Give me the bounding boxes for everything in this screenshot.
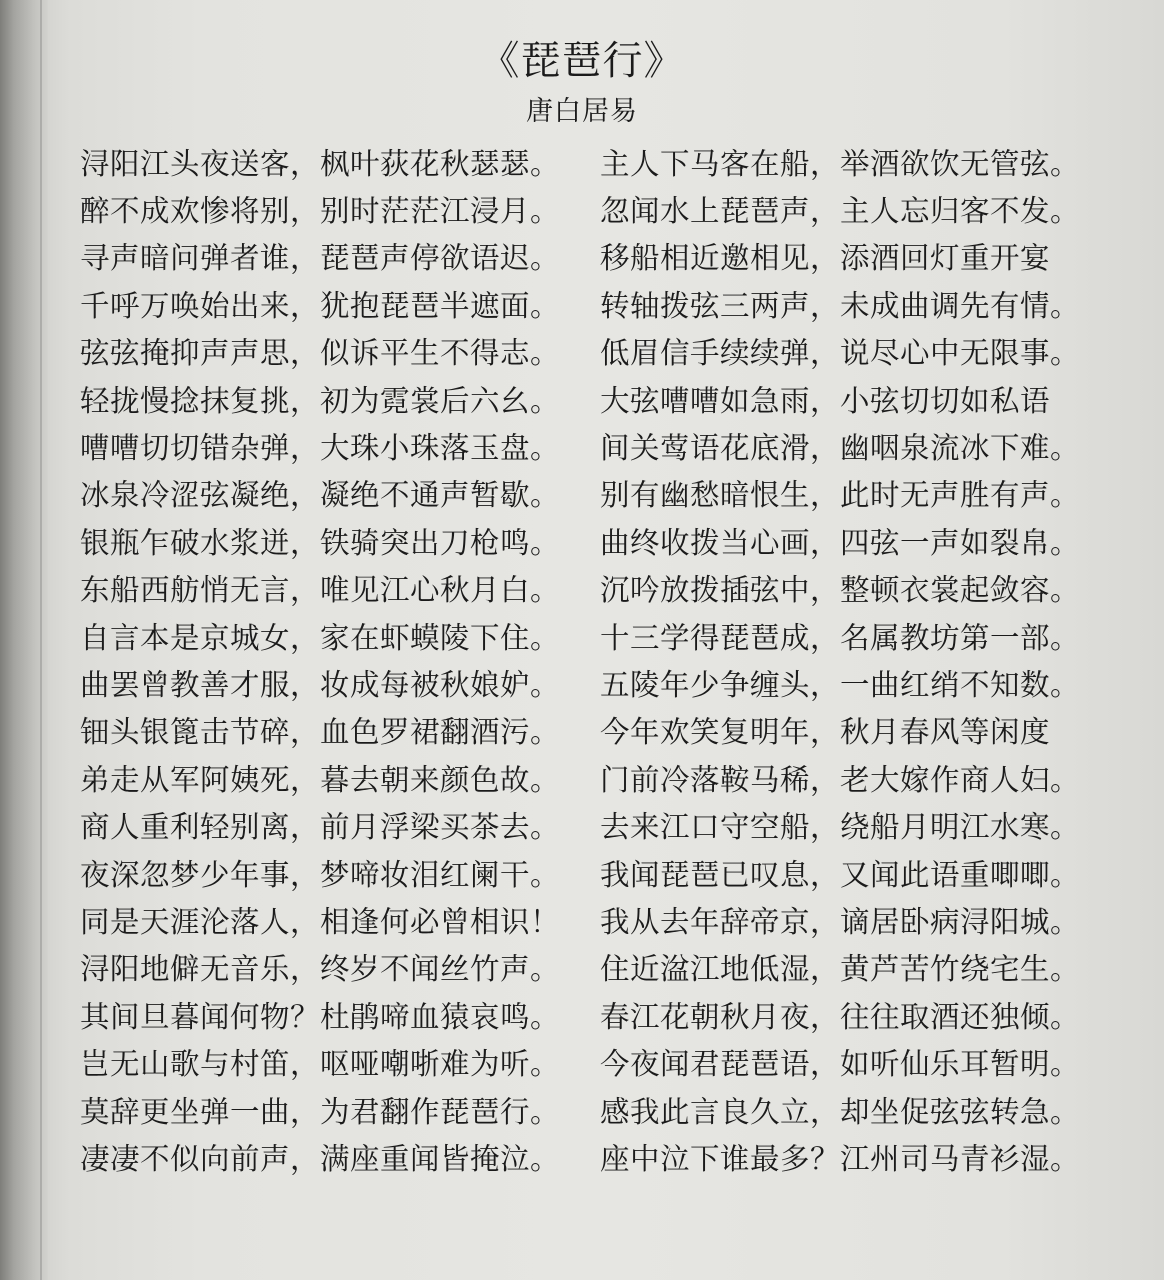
poem-line [80,944,1130,991]
poem-line-first-half: 轻拢慢捻抹复挑，初为霓裳后六幺。 [80,383,561,418]
poem-line-second-half: 我从去年辞帝京，谪居卧病浔阳城。 [600,904,1081,939]
poem-line-second-half: 今年欢笑复明年，秋月春风等闲度 [600,715,1051,750]
poem-line [80,138,1130,185]
poem-line-first-half: 嘈嘈切切错杂弹，大珠小珠落玉盘。 [80,431,561,466]
poem-line [80,896,1130,943]
poem-line-first-half: 自言本是京城女，家在虾蟆陵下住。 [80,620,561,655]
poem-line-second-half: 五陵年少争缠头，一曲红绡不知数。 [600,667,1081,702]
poem-line-first-half: 东船西舫悄无言，唯见江心秋月白。 [80,573,561,608]
poem-line [80,991,1130,1038]
poem-line-first-half: 浔阳地僻无音乐，终岁不闻丝竹声。 [80,952,561,987]
poem-line-second-half: 别有幽愁暗恨生，此时无声胜有声。 [600,478,1081,513]
poem-line-second-half: 门前冷落鞍马稀，老大嫁作商人妇。 [600,762,1081,797]
poem-line [80,801,1130,848]
poem-line-second-half: 今夜闻君琵琶语，如听仙乐耳暂明。 [600,1047,1081,1082]
poem-line-first-half: 夜深忽梦少年事，梦啼妆泪红阑干。 [80,857,561,892]
poem-line-second-half: 大弦嘈嘈如急雨，小弦切切如私语 [600,383,1051,418]
poem-line-first-half: 醉不成欢惨将别，别时茫茫江浸月。 [80,194,561,229]
poem-line-first-half: 钿头银篦击节碎，血色罗裙翻酒污。 [80,715,561,750]
poem-line-second-half: 我闻琵琶已叹息，又闻此语重唧唧。 [600,857,1081,892]
poem-line [80,1133,1130,1180]
poem-line-second-half: 座中泣下谁最多？江州司马青衫湿。 [600,1141,1081,1176]
poem-line [80,565,1130,612]
poem-line-first-half: 商人重利轻别离，前月浮梁买茶去。 [80,810,561,845]
poem-line [80,659,1130,706]
poem-title: 《琵琶行》 [479,38,685,84]
poem-line [80,1086,1130,1133]
poem-line-second-half: 去来江口守空船，绕船月明江水寒。 [600,810,1081,845]
poem-line-second-half: 沉吟放拨插弦中，整顿衣裳起敛容。 [600,573,1081,608]
poem-line [80,328,1130,375]
poem-line-second-half: 主人下马客在船，举酒欲饮无管弦。 [600,146,1081,181]
poem-line-first-half: 同是天涯沦落人，相逢何必曾相识！ [80,904,561,939]
poem-line-second-half: 感我此言良久立，却坐促弦弦转急。 [600,1094,1081,1129]
poem-line-first-half: 千呼万唤始出来，犹抱琵琶半遮面。 [80,288,561,323]
poem-line-first-half: 岂无山歌与村笛，呕哑嘲哳难为听。 [80,1047,561,1082]
poem-line-first-half: 其间旦暮闻何物？杜鹃啼血猿哀鸣。 [80,999,561,1034]
binding-edge-line [40,0,42,1280]
poem-author: 唐白居易 [526,96,638,127]
poem-line-first-half: 弟走从军阿姨死，暮去朝来颜色故。 [80,762,561,797]
poem-line [80,422,1130,469]
poem-line [80,612,1130,659]
poem-line-second-half: 春江花朝秋月夜，往往取酒还独倾。 [600,999,1081,1034]
poem-line [80,185,1130,232]
poem-line-second-half: 间关莺语花底滑，幽咽泉流冰下难。 [600,431,1081,466]
poem-line [80,375,1130,422]
poem-line [80,280,1130,327]
poem-line-first-half: 曲罢曾教善才服，妆成每被秋娘妒。 [80,667,561,702]
poem-line-second-half: 移船相近邀相见，添酒回灯重开宴 [600,241,1051,276]
poem-line [80,707,1130,754]
poem-line [80,754,1130,801]
poem-line-second-half: 十三学得琵琶成，名属教坊第一部。 [600,620,1081,655]
poem-line-first-half: 冰泉冷涩弦凝绝，凝绝不通声暂歇。 [80,478,561,513]
poem-line [80,849,1130,896]
poem-body [80,138,1130,1181]
poem-line-second-half: 低眉信手续续弹，说尽心中无限事。 [600,336,1081,371]
poem-line-second-half: 曲终收拨当心画，四弦一声如裂帛。 [600,525,1081,560]
poem-line [80,470,1130,517]
poem-line-first-half: 寻声暗问弹者谁，琵琶声停欲语迟。 [80,241,561,276]
poem-line [80,233,1130,280]
poem-line-first-half: 凄凄不似向前声，满座重闻皆掩泣。 [80,1141,561,1176]
poem-line [80,517,1130,564]
poem-line-first-half: 浔阳江头夜送客，枫叶荻花秋瑟瑟。 [80,146,561,181]
poem-line-first-half: 莫辞更坐弹一曲，为君翻作琵琶行。 [80,1094,561,1129]
poem-line-first-half: 弦弦掩抑声声思，似诉平生不得志。 [80,336,561,371]
poem-line [80,1038,1130,1085]
poem-line-second-half: 转轴拨弦三两声，未成曲调先有情。 [600,288,1081,323]
poem-line-second-half: 忽闻水上琵琶声，主人忘归客不发。 [600,194,1081,229]
poem-line-second-half: 住近湓江地低湿，黄芦苦竹绕宅生。 [600,952,1081,987]
poem-line-first-half: 银瓶乍破水浆迸，铁骑突出刀枪鸣。 [80,525,561,560]
